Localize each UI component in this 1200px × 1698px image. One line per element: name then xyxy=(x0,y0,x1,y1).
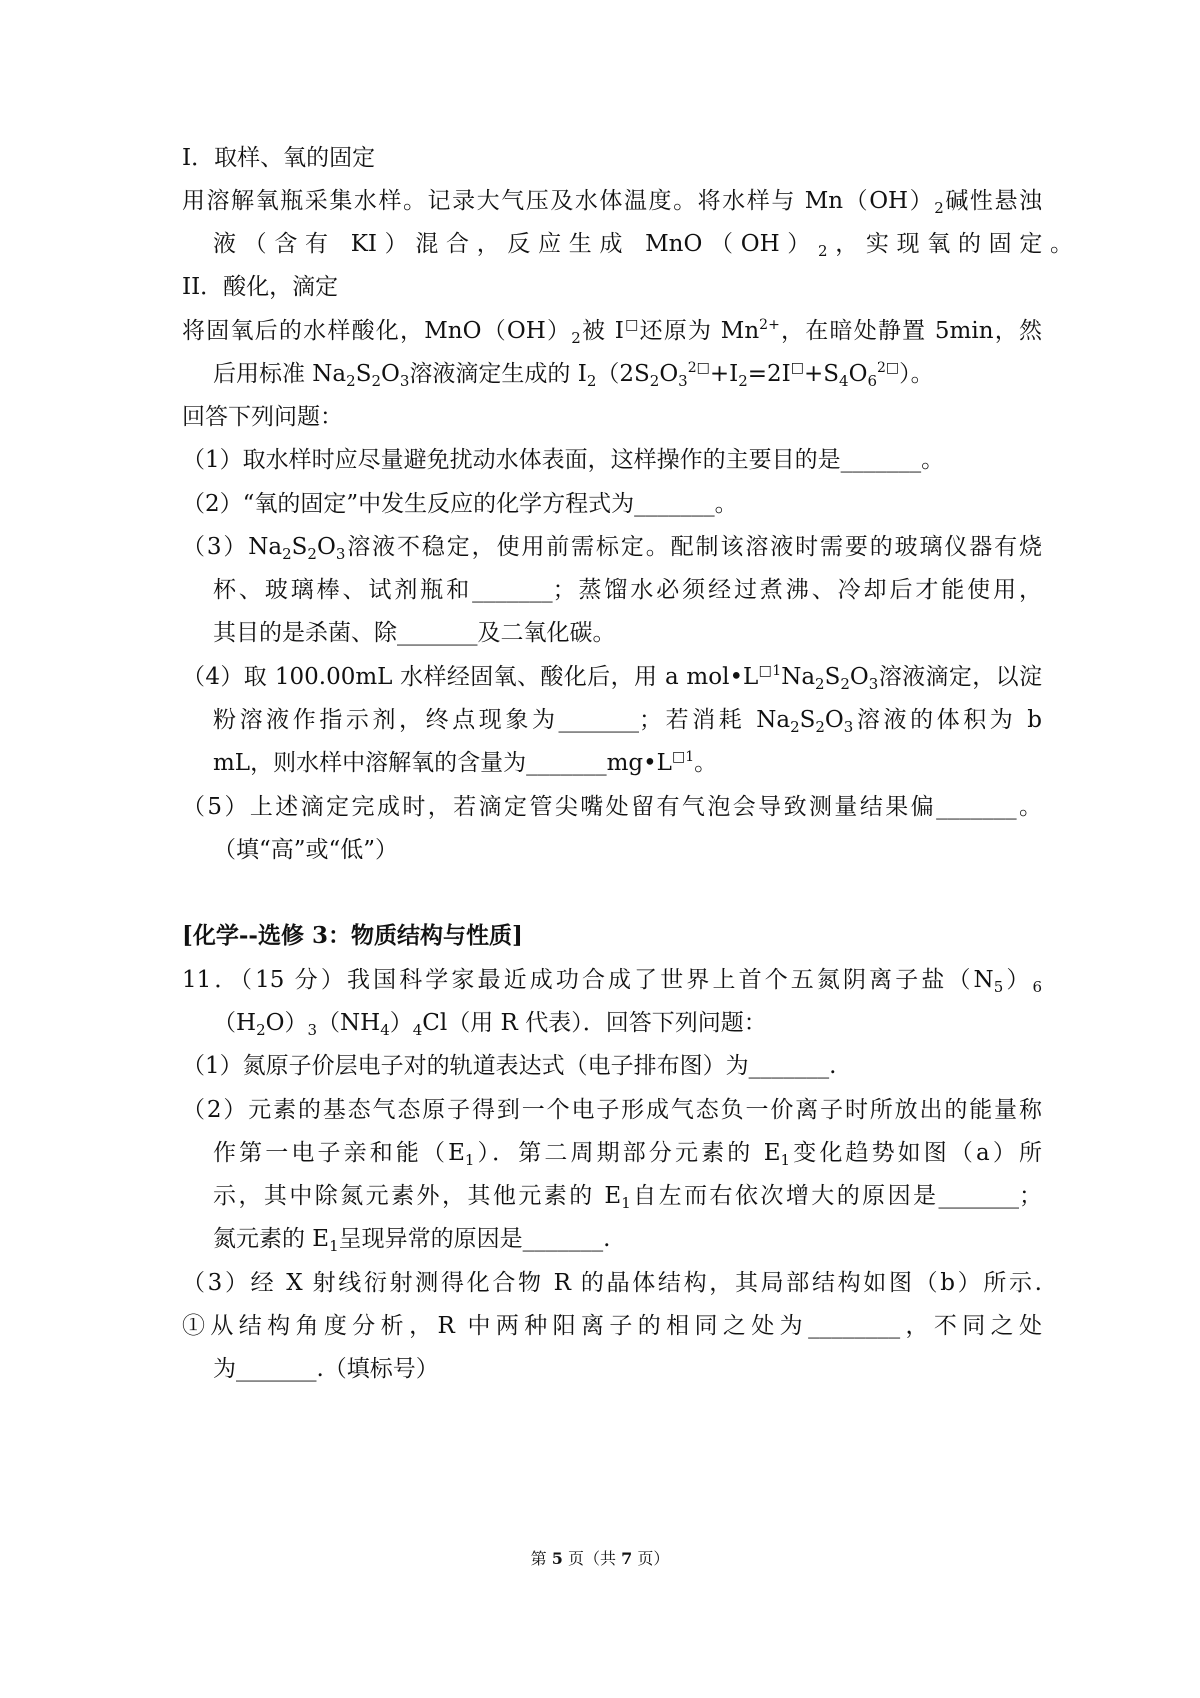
text: O xyxy=(381,361,400,387)
text: 呈现异常的原因是_______. xyxy=(338,1226,611,1252)
question-11-sub-2-line xyxy=(213,1136,1042,1170)
text: +S xyxy=(804,361,840,387)
subscript: 2 xyxy=(307,545,317,563)
elective-heading xyxy=(182,919,1042,953)
text: 溶液滴定生成的 I xyxy=(409,361,587,387)
subscript: 2 xyxy=(738,372,748,390)
text: ①从结构角度分析，R 中两种阳离子的相同之处为________，不同之处 xyxy=(182,1313,1042,1339)
subscript: 2 xyxy=(840,675,850,693)
text: （3）经 X 射线衍射测得化合物 R 的晶体结构，其局部结构如图（b）所示. xyxy=(182,1270,1042,1296)
question-4-line xyxy=(213,746,1073,780)
subscript: 6 xyxy=(867,372,877,390)
text: 被 I xyxy=(580,318,624,344)
question-1 xyxy=(182,443,1042,477)
text: S xyxy=(799,707,816,733)
heading-text: [化学--选修 3：物质结构与性质] xyxy=(182,922,523,949)
question-4-line xyxy=(182,660,1042,694)
text: 作第一电子亲和能（E xyxy=(213,1140,465,1166)
text: Na xyxy=(781,664,816,690)
page-number: 5 xyxy=(551,1549,563,1568)
question-4-line xyxy=(213,703,1042,737)
text: 液（含有 KI）混合，反应生成 MnO（OH） xyxy=(213,231,818,257)
text: （3）Na xyxy=(182,534,283,560)
text: （2S xyxy=(596,361,650,387)
subscript: 3 xyxy=(335,545,346,563)
text: 粉溶液作指示剂，终点现象为_______；若消耗 Na xyxy=(213,707,791,733)
question-11-sub-2-line xyxy=(182,1093,1042,1127)
superscript: □ xyxy=(623,317,640,333)
text: 回答下列问题： xyxy=(182,404,343,430)
subscript: 2 xyxy=(256,1021,266,1039)
subscript: 3 xyxy=(399,372,410,390)
text: O xyxy=(848,361,868,387)
text: ）。 xyxy=(899,361,934,387)
subscript: 3 xyxy=(678,372,688,390)
question-11-sub-3-part-1 xyxy=(213,1352,1073,1386)
subscript: 2 xyxy=(586,372,597,390)
text: 氮元素的 E xyxy=(213,1226,330,1252)
prompt-line xyxy=(182,400,1042,434)
paragraph-line xyxy=(213,357,1073,391)
text: 溶液的体积为 b xyxy=(853,707,1042,733)
text: +I xyxy=(709,361,739,387)
superscript: □1 xyxy=(758,663,782,679)
superscript: □1 xyxy=(671,749,695,765)
question-11-sub-1 xyxy=(182,1049,1042,1083)
footer-text: 页（共 xyxy=(562,1549,622,1568)
section-heading-sampling xyxy=(182,141,1042,175)
subscript: 3 xyxy=(307,1021,318,1039)
subscript: 1 xyxy=(464,1151,475,1169)
superscript: □ xyxy=(790,360,804,376)
page-total: 7 xyxy=(621,1549,633,1568)
subscript: 2 xyxy=(346,372,356,390)
superscript: 2+ xyxy=(759,317,780,333)
text: S xyxy=(291,534,308,560)
text: （4）取 100.00mL 水样经固氧、酸化后，用 a mol•L xyxy=(182,664,759,690)
text: O） xyxy=(265,1010,308,1036)
superscript: 2□ xyxy=(687,360,710,376)
subscript: 1 xyxy=(621,1194,631,1212)
text: （填“高”或“低”） xyxy=(213,837,399,863)
text: （2）“氧的固定”中发生反应的化学方程式为_______。 xyxy=(182,491,738,517)
text: （1）氮原子价层电子对的轨道表达式（电子排布图）为_______. xyxy=(182,1053,837,1079)
footer-text: 页） xyxy=(632,1549,670,1568)
text: 将固氧后的水样酸化，MnO（OH） xyxy=(182,318,572,344)
footer-text: 第 xyxy=(530,1549,552,1568)
text: 其目的是杀菌、除_______及二氧化碳。 xyxy=(213,620,616,646)
subscript: 4 xyxy=(412,1021,423,1039)
question-11-line xyxy=(182,963,1042,997)
text: 杯、玻璃棒、试剂瓶和_______；蒸馏水必须经过煮沸、冷却后才能使用， xyxy=(213,577,1042,603)
question-11-sub-2-line xyxy=(213,1222,1073,1256)
question-5-line xyxy=(213,833,1073,867)
text: mL，则水样中溶解氧的含量为_______mg•L xyxy=(213,750,672,776)
question-3-line xyxy=(182,530,1042,564)
subscript: 2 xyxy=(818,242,828,260)
question-3-line xyxy=(213,573,1042,607)
subscript: 2 xyxy=(282,545,292,563)
text: ，实现氧的固定。 xyxy=(827,231,1074,257)
text: =2I xyxy=(747,361,791,387)
subscript: 2 xyxy=(934,199,944,217)
subscript: 2 xyxy=(815,675,825,693)
question-11-sub-3 xyxy=(182,1266,1042,1300)
text: ） xyxy=(1003,967,1033,993)
heading-text: II．酸化，滴定 xyxy=(182,274,339,300)
subscript: 2 xyxy=(649,372,660,390)
text: 还原为 Mn xyxy=(639,318,760,344)
superscript: 2□ xyxy=(876,360,900,376)
question-3-line xyxy=(213,616,1073,650)
text: 变化趋势如图（a）所 xyxy=(790,1140,1042,1166)
subscript: 2 xyxy=(371,372,382,390)
question-11-sub-2-line xyxy=(213,1179,1042,1213)
question-11-line xyxy=(213,1006,1073,1040)
text: S xyxy=(824,664,841,690)
subscript: 6 xyxy=(1032,978,1042,996)
text: O xyxy=(316,534,336,560)
text: 用溶解氧瓶采集水样。记录大气压及水体温度。将水样与 Mn（OH） xyxy=(182,188,935,214)
subscript: 5 xyxy=(993,978,1004,996)
subscript: 4 xyxy=(380,1021,390,1039)
question-11-sub-3-part-1 xyxy=(182,1309,1042,1343)
paragraph-line xyxy=(213,227,1073,261)
text: ，在暗处静置 5min，然 xyxy=(779,318,1042,344)
text: 示，其中除氮元素外，其他元素的 E xyxy=(213,1183,622,1209)
paragraph-line xyxy=(182,314,1042,348)
subscript: 2 xyxy=(790,718,800,736)
subscript: 3 xyxy=(868,675,879,693)
subscript: 1 xyxy=(329,1237,339,1255)
question-5-line xyxy=(182,790,1042,824)
subscript: 3 xyxy=(843,718,854,736)
text: 为_______.（填标号） xyxy=(213,1356,439,1382)
subscript: 4 xyxy=(839,372,849,390)
text: ） xyxy=(389,1010,413,1036)
text: O xyxy=(849,664,869,690)
text: 11．（15 分）我国科学家最近成功合成了世界上首个五氮阴离子盐（N xyxy=(182,967,994,993)
text: 溶液滴定，以淀 xyxy=(878,664,1042,690)
text: 自左而右依次增大的原因是_______； xyxy=(630,1183,1042,1209)
subscript: 2 xyxy=(815,718,825,736)
subscript: 2 xyxy=(571,329,581,347)
text: ）．第二周期部分元素的 E xyxy=(474,1140,781,1166)
section-heading-titration xyxy=(182,270,1042,304)
question-2 xyxy=(182,487,1042,521)
text: Cl（用 R 代表）．回答下列问题： xyxy=(422,1010,767,1036)
text: （5）上述滴定完成时，若滴定管尖嘴处留有气泡会导致测量结果偏_______。 xyxy=(182,794,1042,820)
page-footer xyxy=(0,1547,1200,1571)
text: （NH xyxy=(317,1010,381,1036)
heading-text: I．取样、氧的固定 xyxy=(182,145,376,171)
text: O xyxy=(659,361,679,387)
text: 碱性悬浊 xyxy=(943,188,1042,214)
text: （1）取水样时应尽量避免扰动水体表面，这样操作的主要目的是_______。 xyxy=(182,447,945,473)
text: S xyxy=(355,361,372,387)
paragraph-line xyxy=(182,184,1042,218)
text: （2）元素的基态气态原子得到一个电子形成气态负一价离子时所放出的能量称 xyxy=(182,1097,1042,1123)
subscript: 1 xyxy=(780,1151,791,1169)
text: 。 xyxy=(694,750,718,776)
text: （H xyxy=(213,1010,257,1036)
text: O xyxy=(824,707,844,733)
text: 溶液不稳定，使用前需标定。配制该溶液时需要的玻璃仪器有烧 xyxy=(345,534,1042,560)
text: 后用标准 Na xyxy=(213,361,347,387)
